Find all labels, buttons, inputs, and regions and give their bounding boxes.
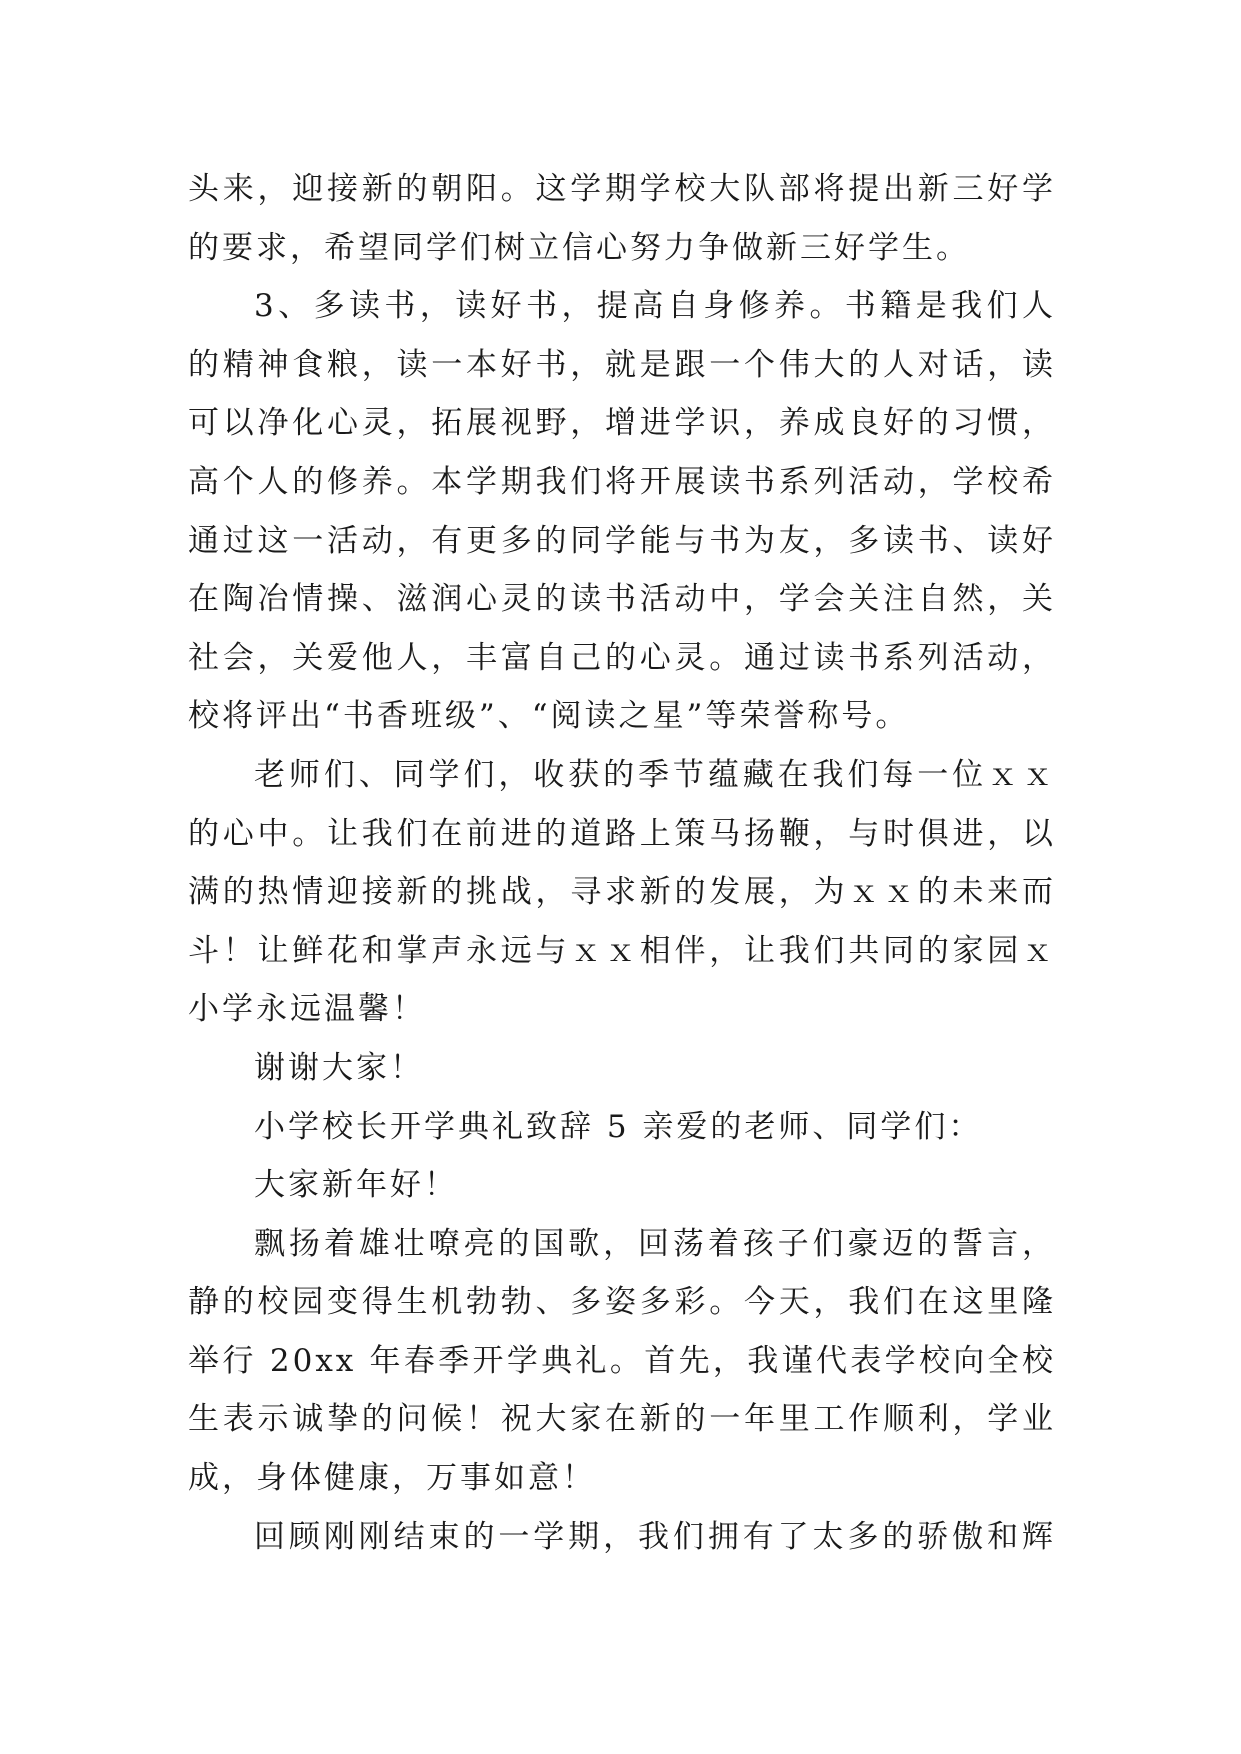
text-line: 成，身体健康，万事如意！ [188, 1460, 596, 1497]
text-line: 3、多读书，读好书，提高自身修养。书籍是我们人 [254, 288, 1056, 325]
text-line: 飘扬着雄壮嘹亮的国歌，回荡着孩子们豪迈的誓言， [254, 1225, 1056, 1262]
text-line: 校将评出“书香班级”、“阅读之星”等荣誉称号。 [188, 698, 910, 735]
text-line: 在陶冶情操、滋润心灵的读书活动中，学会关注自然，关 [188, 581, 1056, 618]
text-line: 静的校园变得生机勃勃、多姿多彩。今天，我们在这里隆 [188, 1284, 1056, 1321]
text-line: 可以净化心灵，拓展视野，增进学识，养成良好的习惯， [188, 405, 1056, 442]
text-line: 满的热情迎接新的挑战，寻求新的发展，为ｘｘ的未来而 [188, 874, 1056, 911]
text-line: 举行 20xx 年春季开学典礼。首先，我谨代表学校向全校 [188, 1342, 1056, 1379]
text-line: 通过这一活动，有更多的同学能与书为友，多读书、读好 [188, 522, 1056, 559]
document-body [188, 160, 1056, 1566]
text-line: 社会，关爱他人，丰富自己的心灵。通过读书系列活动， [188, 639, 1056, 676]
text-line: 生表示诚挚的问候！祝大家在新的一年里工作顺利，学业 [188, 1401, 1056, 1438]
text-line: 大家新年好！ [254, 1167, 458, 1204]
text-line: 小学校长开学典礼致辞 5 亲爱的老师、同学们： [254, 1108, 983, 1145]
text-line: 高个人的修养。本学期我们将开展读书系列活动，学校希 [188, 463, 1056, 500]
text-line: 斗！让鲜花和掌声永远与ｘｘ相伴，让我们共同的家园ｘ [188, 932, 1056, 969]
text-line: 的要求，希望同学们树立信心努力争做新三好学生。 [188, 229, 970, 266]
text-line: 小学永远温馨！ [188, 991, 426, 1028]
text-line: 老师们、同学们，收获的季节蕴藏在我们每一位ｘｘ [254, 756, 1056, 793]
text-line: 的心中。让我们在前进的道路上策马扬鞭，与时俱进，以 [188, 815, 1056, 852]
text-line: 头来，迎接新的朝阳。这学期学校大队部将提出新三好学 [188, 171, 1056, 207]
text-line: 谢谢大家！ [254, 1049, 424, 1086]
text-line: 的精神食粮，读一本好书，就是跟一个伟大的人对话，读 [188, 346, 1056, 383]
text-line: 回顾刚刚结束的一学期，我们拥有了太多的骄傲和辉 [254, 1518, 1056, 1555]
